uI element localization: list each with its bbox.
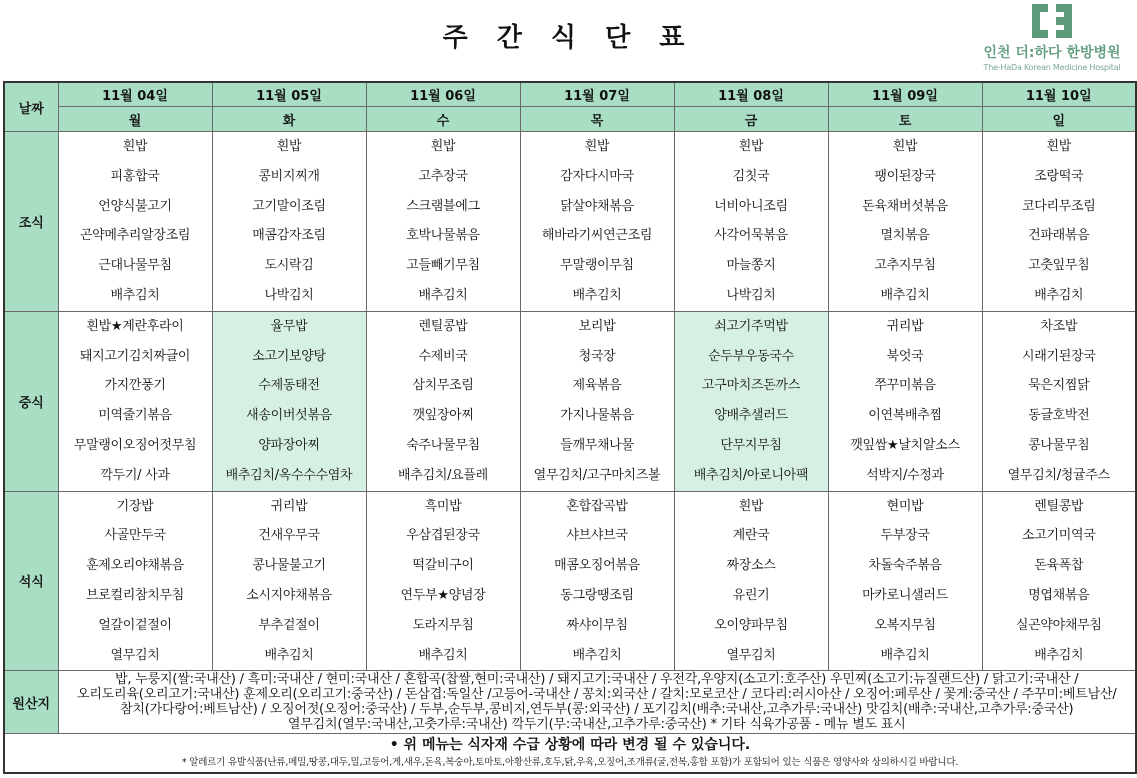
menu-item: 열무김치/청귤주스 (1007, 467, 1110, 483)
weekday-header: 토 (828, 107, 982, 132)
menu-item: 흰밥 (584, 139, 610, 154)
menu-item: 현미밥 (886, 498, 924, 514)
menu-item: 쭈꾸미볶음 (874, 378, 936, 394)
menu-item: 단무지무침 (720, 437, 782, 453)
menu-item: 콩나물불고기 (252, 558, 326, 574)
lunch-menu-cell (58, 311, 212, 491)
menu-item: 고기말이조림 (252, 198, 326, 214)
menu-item: 쇠고기주먹밥 (714, 318, 788, 334)
menu-item: 브로컬리참치무침 (85, 587, 185, 603)
breakfast-menu-cell (58, 132, 212, 312)
menu-item: 우삼겹된장국 (406, 528, 480, 544)
weekday-header: 화 (212, 107, 366, 132)
menu-item: 유린기 (732, 587, 770, 603)
menu-item: 두부장국 (880, 528, 930, 544)
menu-item: 오복지무침 (874, 617, 936, 633)
menu-item: 양파장아찌 (258, 437, 320, 453)
menu-item: 짜장소스 (726, 558, 776, 574)
menu-item: 언양식불고기 (98, 198, 172, 214)
origin-line: 열무김치(열무:국내산,고춧가루:국내산) 깍두기(무:국내산,고추가루:중국산) * 기타 식육가공품 - 메뉴 별도 표시 (287, 717, 906, 733)
menu-item: 삼치무조림 (412, 378, 474, 394)
menu-item: 동그랑땡조림 (560, 587, 634, 603)
menu-item: 사골만두국 (104, 528, 166, 544)
lunch-menu-cell (828, 311, 982, 491)
menu-item: 호박나물볶음 (406, 228, 480, 244)
menu-item: 흰밥 (276, 139, 302, 154)
menu-item: 청국장 (578, 348, 616, 364)
page-header (0, 0, 1137, 80)
allergy-notice-text: * 알레르기 유발식품(난류,메밀,땅콩,대두,밀,고등어,게,새우,돈육,복숭아,토마토,아황산류,호두,닭,우육,오징어,조개류(굴,전복,홍합 포함)가 포함되어 있는 식품은 영양사와 상의하시길 바랍니다. (181, 757, 959, 769)
menu-item: 시래기된장국 (1021, 348, 1096, 364)
breakfast-menu-cell (674, 132, 828, 312)
menu-item: 이연복배추찜 (868, 408, 942, 424)
menu-item: 콩비지찌개 (258, 168, 320, 184)
menu-item: 석박지/수정과 (866, 467, 944, 483)
menu-item: 순두부우동국수 (708, 348, 794, 364)
menu-item: 콩나물무침 (1028, 437, 1090, 453)
menu-item: 귀리밥 (270, 498, 308, 514)
hospital-logo-mark-icon (1032, 4, 1072, 38)
menu-item: 양배추샐러드 (714, 408, 788, 424)
menu-item: 마늘쫑지 (726, 258, 776, 274)
menu-item: 흰밥 (122, 139, 148, 154)
menu-item: 차조밥 (1040, 318, 1078, 334)
menu-item: 감자다시마국 (560, 168, 634, 184)
weekday-header: 수 (366, 107, 520, 132)
menu-item: 가지나물볶음 (560, 408, 634, 424)
weekly-menu-table (3, 81, 1137, 774)
menu-item: 마카로니샐러드 (862, 587, 948, 603)
menu-item: 기장밥 (116, 498, 154, 514)
menu-item: 나박김치 (726, 287, 776, 303)
menu-item: 열무김치 (726, 647, 776, 663)
menu-item: 김칫국 (732, 168, 770, 184)
menu-item: 북엇국 (886, 348, 924, 364)
menu-item: 열무김치 (110, 647, 160, 663)
menu-item: 근대나물무침 (98, 258, 172, 274)
menu-item: 배추김치 (110, 287, 160, 303)
menu-item: 해바라기씨연근조림 (541, 228, 653, 244)
dinner-menu-cell (366, 491, 520, 671)
menu-item: 숙주나물무침 (406, 437, 480, 453)
date-header: 11월 08일 (674, 82, 828, 107)
dinner-menu-cell (520, 491, 674, 671)
date-header: 11월 07일 (520, 82, 674, 107)
menu-item: 떡갈비구이 (412, 558, 474, 574)
lunch-row-label: 중식 (4, 311, 58, 491)
menu-item: 수제동태전 (258, 378, 320, 394)
menu-item: 나박김치 (264, 287, 314, 303)
breakfast-menu-cell (520, 132, 674, 312)
menu-item: 흰밥 (430, 139, 456, 154)
menu-item: 계란국 (732, 528, 770, 544)
lunch-menu-cell (212, 311, 366, 491)
menu-item: 배추김치 (418, 287, 468, 303)
notice-main-text: • 위 메뉴는 식자재 수급 상황에 따라 변경 될 수 있습니다. (389, 737, 751, 754)
origin-line: 참치(가다랑어:베트남산) / 오징어젓(오징어:중국산) / 두부,순두부,콩비지,연두부(콩:외국산) / 포기김치(배추:국내산,고추가루:국내산) 맛김치(배추:국내산,고추가루:중국산) (120, 702, 1074, 718)
menu-item: 가지깐풍기 (104, 378, 166, 394)
dinner-menu-cell (828, 491, 982, 671)
menu-item: 미역줄기볶음 (98, 408, 172, 424)
breakfast-row-label: 조식 (4, 132, 58, 312)
menu-item: 돼지고기김치짜글이 (79, 348, 191, 364)
weekday-header: 목 (520, 107, 674, 132)
menu-item: 흰밥 (738, 139, 764, 154)
menu-item: 소고기보양탕 (252, 348, 326, 364)
menu-item: 소고기미역국 (1021, 528, 1096, 544)
origin-line: 밥, 누룽지(쌀:국내산) / 흑미:국내산 / 현미:국내산 / 혼합곡(찹쌀,현미:국내산) / 돼지고기:국내산 / 우전각,우양지(소고기:호주산) 우민찌(소고기:뉴질랜드산) / 닭고기:국내산 / (115, 672, 1079, 688)
menu-item: 흰밥★계란후라이 (86, 318, 184, 334)
menu-item: 차돌숙주볶음 (868, 558, 942, 574)
menu-item: 매콤오징어볶음 (554, 558, 640, 574)
dinner-row-label: 석식 (4, 491, 58, 671)
menu-item: 깻잎장아찌 (412, 408, 474, 424)
menu-item: 샤브샤브국 (566, 528, 628, 544)
dinner-menu-cell (674, 491, 828, 671)
menu-item: 보리밥 (578, 318, 616, 334)
menu-item: 묵은지찜닭 (1028, 378, 1090, 394)
menu-item: 곤약메추리알장조림 (79, 228, 191, 244)
menu-item: 배추김치/아로니아팩 (693, 467, 809, 483)
menu-item: 렌틸콩밥 (1034, 498, 1084, 514)
menu-item: 배추김치 (572, 647, 622, 663)
menu-item: 훈제오리야채볶음 (85, 558, 185, 574)
menu-item: 건파래볶음 (1028, 228, 1090, 244)
lunch-menu-cell (520, 311, 674, 491)
menu-item: 피홍합국 (110, 168, 160, 184)
dinner-menu-cell (58, 491, 212, 671)
menu-item: 연두부★양념장 (400, 587, 486, 603)
menu-item: 들깨무채나물 (560, 437, 634, 453)
menu-item: 사각어묵볶음 (714, 228, 788, 244)
menu-item: 제육볶음 (572, 378, 622, 394)
date-header: 11월 09일 (828, 82, 982, 107)
menu-item: 렌틸콩밥 (418, 318, 468, 334)
menu-item: 짜샤이무침 (566, 617, 628, 633)
menu-item: 수제비국 (418, 348, 468, 364)
lunch-menu-cell (674, 311, 828, 491)
menu-item: 조랑떡국 (1034, 168, 1084, 184)
menu-item: 깍두기/ 사과 (100, 467, 170, 483)
menu-item: 명엽채볶음 (1028, 587, 1090, 603)
menu-item: 배추김치/옥수수수염차 (225, 467, 353, 483)
menu-item: 돈육채버섯볶음 (862, 198, 948, 214)
menu-item: 얼갈이겉절이 (98, 617, 172, 633)
menu-item: 소시지야채볶음 (246, 587, 332, 603)
page-title: 주 간 식 단 표 (442, 23, 695, 53)
menu-item: 도시락김 (264, 258, 314, 274)
hospital-name: 인천 더:하다 한방병원 (983, 45, 1121, 61)
breakfast-menu-cell (212, 132, 366, 312)
menu-item: 배추김치 (880, 287, 930, 303)
menu-item: 배추김치/요플레 (398, 467, 488, 483)
menu-item: 부추겉절이 (258, 617, 320, 633)
menu-item: 배추김치 (1034, 647, 1084, 663)
origin-row-label: 원산지 (4, 671, 58, 734)
weekday-header: 월 (58, 107, 212, 132)
menu-item: 배추김치 (264, 647, 314, 663)
notice-box (4, 734, 1136, 774)
menu-item: 매콤감자조림 (252, 228, 326, 244)
menu-item: 열무김치/고구마치즈볼 (533, 467, 661, 483)
lunch-menu-cell (982, 311, 1136, 491)
menu-item: 오이양파무침 (714, 617, 788, 633)
menu-item: 멸치볶음 (880, 228, 930, 244)
menu-item: 스크램블에그 (406, 198, 480, 214)
menu-item: 동글호박전 (1028, 408, 1090, 424)
menu-item: 율무밥 (270, 318, 308, 334)
menu-item: 닭살야채볶음 (560, 198, 634, 214)
menu-item: 실곤약야채무침 (1015, 617, 1102, 633)
menu-item: 흰밥 (738, 498, 764, 514)
menu-item: 무말랭이무침 (560, 258, 634, 274)
menu-item: 배추김치 (572, 287, 622, 303)
date-header: 11월 06일 (366, 82, 520, 107)
menu-item: 고들빼기무침 (406, 258, 480, 274)
weekday-header: 금 (674, 107, 828, 132)
menu-item: 돈육폭찹 (1034, 558, 1084, 574)
menu-item: 팽이된장국 (874, 168, 936, 184)
menu-item: 무말랭이오징어젓무침 (73, 437, 197, 453)
weekday-header: 일 (982, 107, 1136, 132)
lunch-menu-cell (366, 311, 520, 491)
date-row-label: 날짜 (4, 82, 58, 132)
menu-item: 귀리밥 (886, 318, 924, 334)
menu-item: 흑미밥 (424, 498, 462, 514)
date-header: 11월 04일 (58, 82, 212, 107)
breakfast-menu-cell (828, 132, 982, 312)
menu-item: 고추장국 (418, 168, 468, 184)
menu-item: 흰밥 (892, 139, 918, 154)
breakfast-menu-cell (982, 132, 1136, 312)
menu-item: 배추김치 (880, 647, 930, 663)
menu-item: 배추김치 (1034, 287, 1084, 303)
origin-info (58, 671, 1136, 734)
menu-item: 새송이버섯볶음 (246, 408, 332, 424)
menu-item: 배추김치 (418, 647, 468, 663)
menu-item: 고구마치즈돈까스 (701, 378, 801, 394)
menu-item: 흰밥 (1046, 139, 1072, 154)
menu-item: 건새우무국 (258, 528, 320, 544)
date-header: 11월 05일 (212, 82, 366, 107)
menu-item: 도라지무침 (412, 617, 474, 633)
hospital-logo (977, 4, 1127, 72)
dinner-menu-cell (982, 491, 1136, 671)
origin-line: 오리도리육(오리고기:국내산) 훈제오리(오리고기:중국산) / 돈삼겹:독일산 /고등어-국내산 / 꽁치:외국산 / 갈치:모로코산 / 코다리:러시아산 / 오징어:페루산 / 꽃게:중국산 / 주꾸미:베트남산/ (76, 687, 1117, 703)
menu-item: 깻잎쌈★날치알소스 (850, 437, 960, 453)
date-header: 11월 10일 (982, 82, 1136, 107)
menu-item: 너비아니조림 (714, 198, 788, 214)
hospital-name-english: The-HaDa Korean Medicine Hospital (983, 63, 1121, 72)
breakfast-menu-cell (366, 132, 520, 312)
menu-item: 혼합잡곡밥 (566, 498, 628, 514)
dinner-menu-cell (212, 491, 366, 671)
menu-item: 고춧잎무침 (1028, 258, 1090, 274)
menu-item: 코다리무조림 (1021, 198, 1096, 214)
menu-item: 고추지무침 (874, 258, 936, 274)
